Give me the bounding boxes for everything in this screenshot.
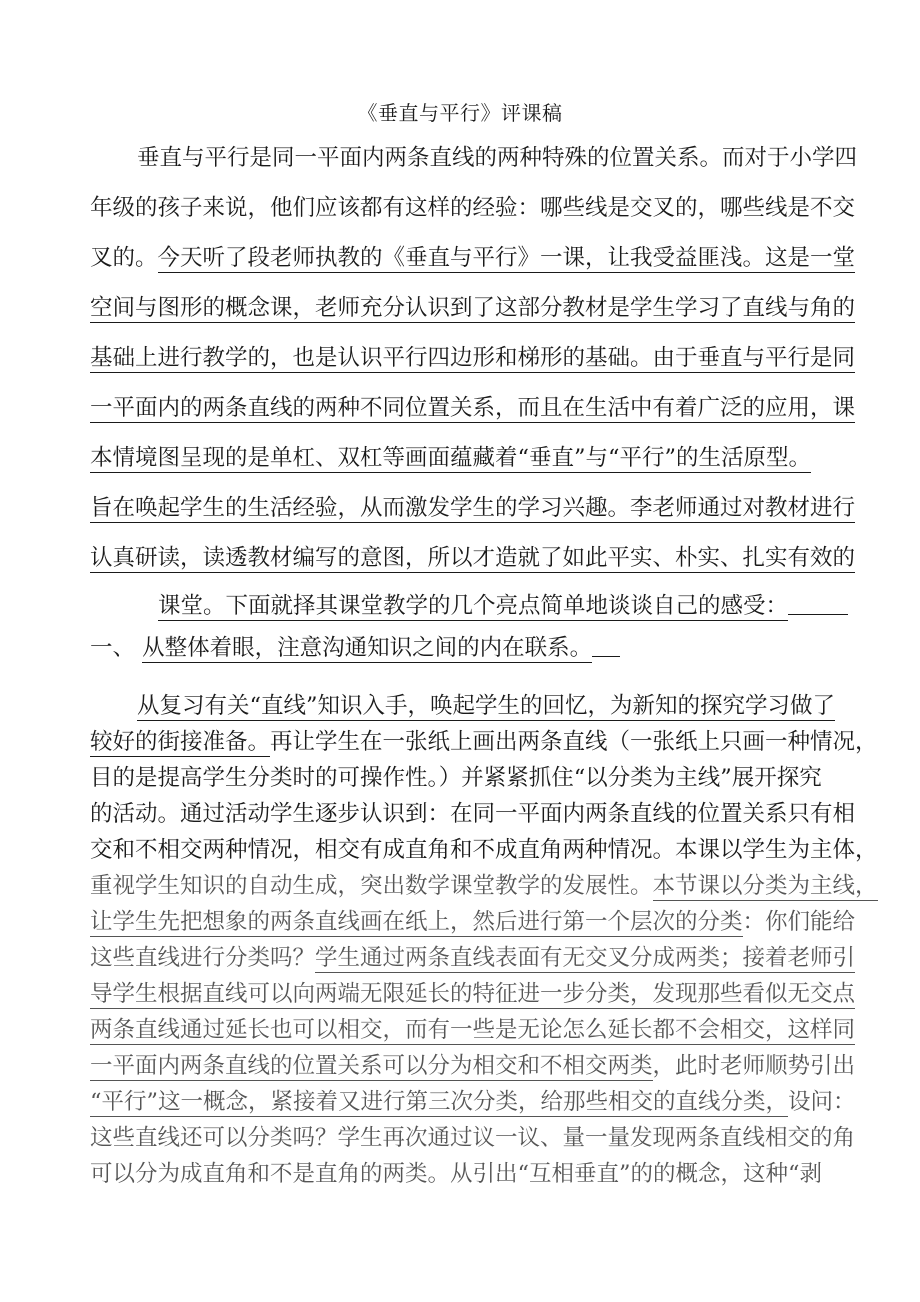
text-segment: 从整体着眼，注意沟通知识之间的内在联系。 <box>142 635 593 661</box>
text-line <box>90 188 856 228</box>
text-line <box>90 1154 830 1194</box>
text-segment: 目的是提高学生分类时的可操作性。）并紧紧抓住“以分类为主线”展开探究 <box>90 765 822 791</box>
text-segment: 较好的街接准备。 <box>90 729 271 755</box>
text-line <box>90 1010 856 1050</box>
text-line <box>90 238 856 278</box>
text-line <box>90 488 856 528</box>
text-line <box>90 1118 856 1158</box>
text-line <box>90 830 878 870</box>
text-segment: 空间与图形的概念课，老师充分认识到了这部分教材是学生学习了直线与角的 <box>90 295 856 321</box>
text-segment: 今天听了段老师执教的《垂直与平行》一课，让我受益匪浅。这是一堂 <box>157 245 856 271</box>
text-segment: “平行”这一概念，紧接着又进行第三次分类，给那些相交的直线分类， <box>90 1089 789 1115</box>
text-segment: 年级的孩子来说，他们应该都有这样的经验：哪些线是交叉的，哪些线是不交 <box>90 195 856 221</box>
text-segment: 让学生先把想象的两条直线画在纸上，然后进行第一个层次的分类 <box>90 909 743 935</box>
text-line <box>90 866 878 906</box>
text-segment: ，此时老师顺势引出 <box>652 1053 856 1079</box>
text-line <box>90 722 878 762</box>
text-line <box>90 438 830 478</box>
text-segment: 垂直与平行是同一平面内两条直线的两种特殊的位置关系。而对于小学四 <box>137 145 858 171</box>
text-line <box>90 902 856 942</box>
text-segment: 可以分为成直角和不是直角的两类。从引出“互相垂直”的的概念，这种“剥 <box>90 1161 823 1187</box>
underline-blank <box>788 586 848 615</box>
text-segment: ：你们能给 <box>742 909 856 935</box>
text-segment: 一平面内的两条直线的两种不同位置关系，而且在生活中有着广泛的应用，课 <box>90 395 856 421</box>
document-title: 《垂直与平行》评课稿 <box>357 101 563 125</box>
text-segment: 这些直线还可以分类吗？学生再次通过议一议、量一量发现两条直线相交的角 <box>90 1125 856 1151</box>
text-line <box>90 388 856 428</box>
text-segment: 设问： <box>788 1089 856 1115</box>
text-line <box>137 686 836 726</box>
text-segment: 本节课以分类为主线， <box>652 873 878 899</box>
underline-blank <box>592 628 620 657</box>
text-segment: 学生通过两条直线表面有无交叉分成两类；接着老师引 <box>315 945 856 971</box>
text-line <box>90 538 856 578</box>
text-segment: 的活动。通过活动学生逐步认识到：在同一平面内两条直线的位置关系只有相 <box>90 801 856 827</box>
text-line <box>158 586 830 626</box>
text-segment: 叉的。 <box>90 245 158 271</box>
text-line <box>90 974 856 1014</box>
text-segment: 两条直线通过延长也可以相交，而有一些是无论怎么延长都不会相交，这样同 <box>90 1017 856 1043</box>
text-line <box>90 938 856 978</box>
text-line <box>90 758 830 798</box>
text-segment: 重视学生知识的自动生成，突出数学课堂教学的发展性。 <box>90 873 653 899</box>
text-segment: 认真研读，读透教材编写的意图，所以才造就了如此平实、朴实、扎实有效的 <box>90 545 856 571</box>
text-segment: 一平面内两条直线的位置关系可以分为相交和不相交两类 <box>90 1053 653 1079</box>
text-segment: 这些直线进行分类吗？ <box>90 945 316 971</box>
text-segment: 本情境图呈现的是单杠、双杠等画面蕴藏着“垂直”与“平行”的生活原型。 <box>90 445 812 471</box>
text-line <box>137 138 858 178</box>
text-segment: 旨在唤起学生的生活经验，从而激发学生的学习兴趣。李老师通过对教材进行 <box>90 495 856 521</box>
text-segment: 一、 <box>90 635 143 661</box>
text-segment: 导学生根据直线可以向两端无限延长的特征进一步分类，发现那些看似无交点 <box>90 981 856 1007</box>
text-segment: 再让学生在一张纸上画出两条直线（一张纸上只画一种情况， <box>270 729 878 755</box>
text-line <box>90 1046 856 1086</box>
text-line <box>90 1082 856 1122</box>
text-segment: 交和不相交两种情况，相交有成直角和不成直角两种情况。本课以学生为主体， <box>90 837 878 863</box>
text-segment: 从复习有关“直线”知识入手，唤起学生的回忆，为新知的探究学习做了 <box>137 693 836 719</box>
text-segment: 基础上进行教学的，也是认识平行四边形和梯形的基础。由于垂直与平行是同 <box>90 345 856 371</box>
section-heading <box>90 628 830 668</box>
text-line <box>90 288 856 328</box>
text-segment: 课堂。下面就择其课堂教学的几个亮点简单地谈谈自己的感受： <box>158 593 789 619</box>
text-line <box>90 338 856 378</box>
text-line <box>90 794 856 834</box>
